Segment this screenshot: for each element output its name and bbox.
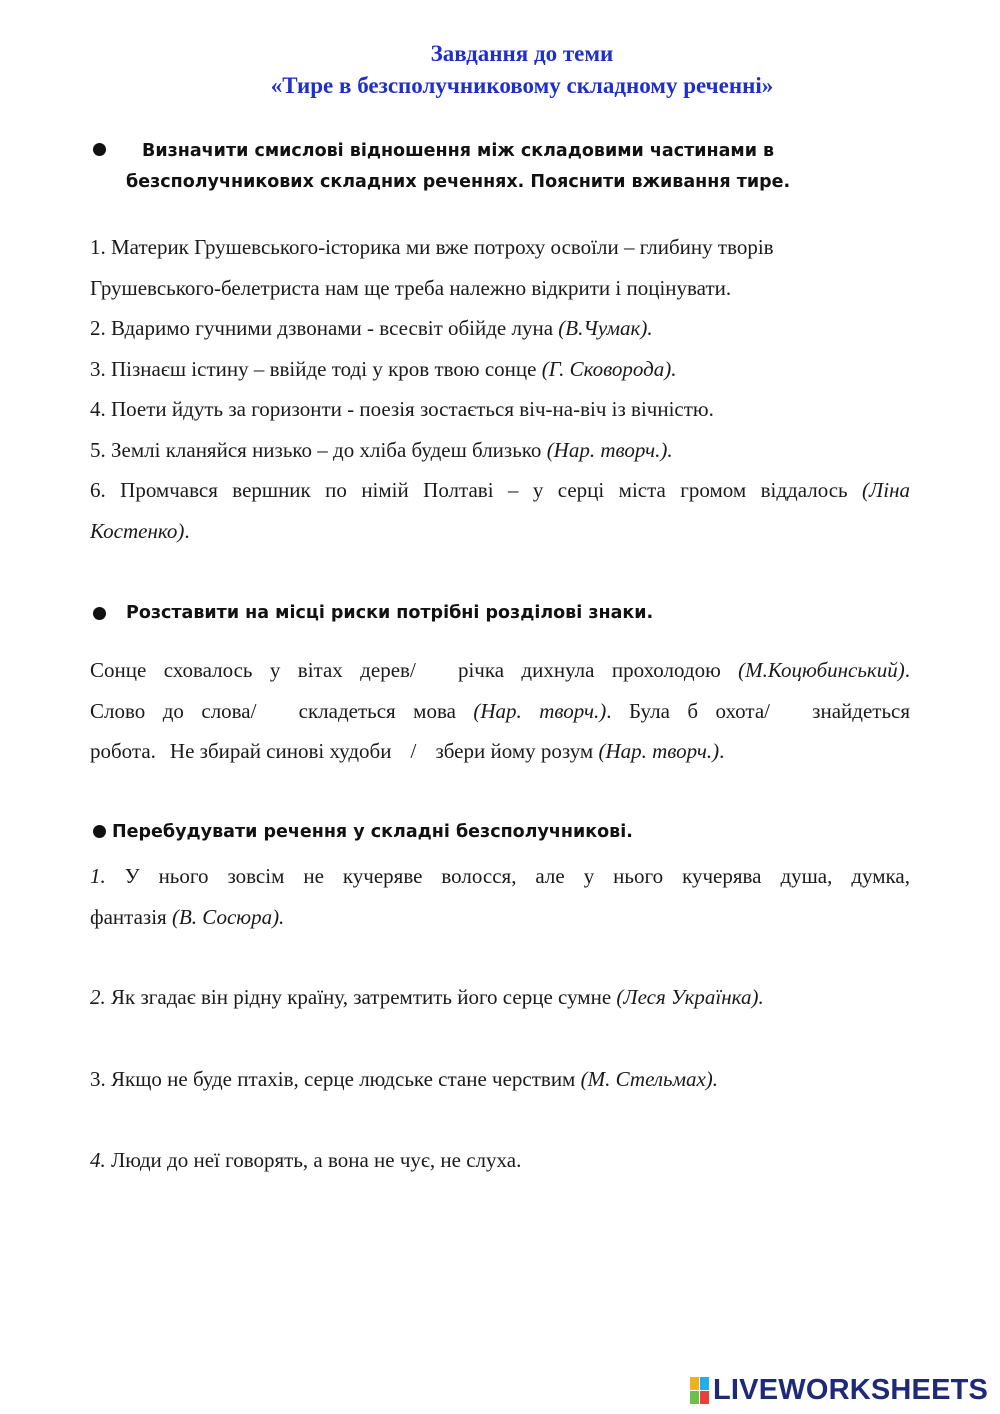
page-title <box>0 38 1000 102</box>
sentence-text: складеться мова <box>298 699 474 723</box>
task1-item-6-line-2 <box>90 511 910 552</box>
item-number: 3. <box>90 1067 106 1091</box>
logo-mark-cell <box>690 1391 699 1404</box>
task1-item-2 <box>90 308 910 349</box>
task2-instruction-text: Розставити на місці риски потрібні розділові знаки. <box>126 603 654 623</box>
task1-item-3 <box>90 349 910 390</box>
item-number: 2. <box>90 985 106 1009</box>
sentence-text: Слово до слова <box>90 699 251 723</box>
gap-slash: / <box>409 658 416 682</box>
task3-item-1-line-2 <box>90 897 910 938</box>
sentence-text: Як згадає він рідну країну, затремтить його серце сумне <box>105 985 617 1009</box>
sentence-text: знайдеться <box>812 699 911 723</box>
source-attribution: (М.Коцюбинський) <box>738 658 905 682</box>
sentence-text: збери йому розум <box>435 739 599 763</box>
source-attribution: (Нар. творч.). <box>546 438 673 462</box>
source-attribution: (М. Стельмах). <box>580 1067 719 1091</box>
source-attribution: (В.Чумак). <box>558 316 653 340</box>
logo-text: LIVEWORKSHEETS <box>713 1373 989 1406</box>
sentence-text: 6. Промчався вершник по німій Полтаві – у серці міста громом віддалось <box>90 478 863 502</box>
source-attribution: (Нар. творч.) <box>473 699 607 723</box>
logo-mark-icon <box>690 1377 709 1404</box>
gap-slash: / <box>764 699 771 723</box>
task2-line-2 <box>90 691 910 732</box>
task1-instruction <box>90 136 910 198</box>
source-attribution: (Ліна <box>862 478 910 502</box>
task1-instruction-line-2: безсполучникових складних реченнях. Пояснити вживання тире. <box>126 172 791 192</box>
task3-item-1-line-1 <box>90 856 910 897</box>
gap-slash: / <box>250 699 257 723</box>
sentence-text: 3. Пізнаєш істину – ввійде тоді у кров твою сонце <box>90 357 542 381</box>
gap-slash: / <box>410 739 417 763</box>
source-attribution: (В. Сосюра). <box>171 904 285 929</box>
title-line-1: Завдання до теми <box>430 41 614 66</box>
logo-mark-cell <box>700 1391 709 1404</box>
task1-item-1-line-1: 1. Материк Грушевського-історика ми вже потроху освоїли – глибину творів <box>90 235 774 259</box>
task2-line-1-text <box>90 650 910 691</box>
sentence-text: річка дихнула прохолодою <box>457 658 739 682</box>
task3-item-1 <box>90 856 910 937</box>
source-attribution: (Нар. творч.) <box>598 739 720 763</box>
sentence-end: . <box>904 658 910 682</box>
sentence-text: Не збирай синові худоби <box>169 739 392 763</box>
sentence-end: . <box>184 518 190 543</box>
task1-item-1-line-2: Грушевського-белетриста нам ще треба належно відкрити і поцінувати. <box>90 275 732 300</box>
logo-mark-cell <box>690 1377 699 1390</box>
source-attribution: (Леся Українка). <box>616 985 764 1009</box>
sentence-text: 4. Поети йдуть за горизонти - поезія зостається віч-на-віч із вічністю. <box>90 397 714 421</box>
task2-instruction <box>90 598 910 629</box>
task3-item-2 <box>90 977 910 1018</box>
sentence-text: Люди до неї говорять, а вона не чує, не слуха. <box>105 1148 522 1172</box>
sentence-text: 5. Землі кланяйся низько – до хліба будеш близько <box>90 438 547 462</box>
sentence-text: 2. Вдаримо гучними дзвонами - всесвіт обійде луна <box>90 316 559 340</box>
sentence-text: фантазія <box>90 904 172 929</box>
sentence-text: У нього зовсім не кучеряве волосся, але у нього кучерява душа, думка, <box>105 864 910 888</box>
task2-line-2-text <box>90 691 910 732</box>
logo-mark-cell <box>700 1377 709 1390</box>
item-number: 4. <box>90 1148 106 1172</box>
task1-instruction-line-1: Визначити смислові відношення між складовими частинами в <box>142 141 775 161</box>
task2-line-1 <box>90 650 910 691</box>
task1-item-1 <box>90 227 910 308</box>
sentence-text: робота. <box>90 739 156 763</box>
sentence-text: . Була б охота <box>606 699 765 723</box>
source-attribution: (Г. Сковорода). <box>541 357 677 381</box>
sentence-end: . <box>719 739 725 763</box>
task3-instruction-text: Перебудувати речення у складні безсполучникові. <box>112 822 633 842</box>
task3-item-4 <box>90 1140 910 1181</box>
item-number: 1. <box>90 864 106 888</box>
sentence-text: Якщо не буде птахів, серце людське стане черствим <box>105 1067 581 1091</box>
task1-item-6 <box>90 470 910 551</box>
task1-item-4 <box>90 389 910 430</box>
task1-item-5 <box>90 430 910 471</box>
title-line-2: «Тире в безсполучниковому складному реченні» <box>270 73 774 98</box>
liveworksheets-logo[interactable] <box>690 1374 988 1406</box>
source-attribution: Костенко) <box>90 518 185 543</box>
sentence-text: Сонце сховалось у вітах дерев <box>90 658 410 682</box>
task3-item-3 <box>90 1059 910 1100</box>
task3-instruction <box>90 817 910 848</box>
task2-line-3 <box>90 731 910 772</box>
task1-item-6-line-1 <box>90 470 910 511</box>
